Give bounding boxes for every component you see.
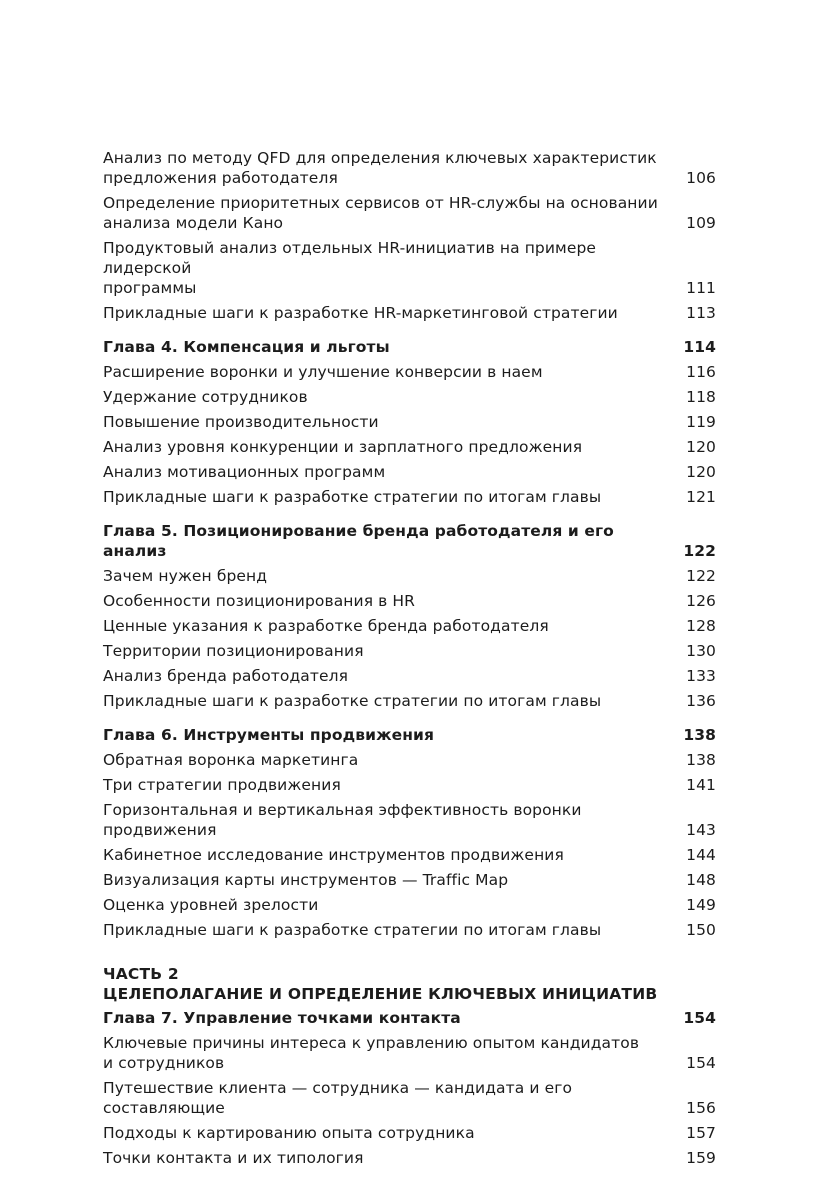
toc-item-title-line: Анализ уровня конкуренции и зарплатного предложения — [103, 438, 583, 456]
toc-item-title — [103, 437, 686, 457]
toc-page-number: 143 — [686, 821, 716, 839]
toc-item-title — [103, 566, 686, 586]
toc-item-title — [103, 666, 686, 686]
toc-item-title-line: Оценка уровней зрелости — [103, 896, 319, 914]
toc-item-title-line: Визуализация карты инструментов — Traffic Map — [103, 871, 509, 889]
toc-page-number: 118 — [686, 388, 716, 406]
toc-item[interactable] — [103, 566, 716, 586]
toc-item-title — [103, 387, 686, 407]
toc-page-number: 128 — [686, 617, 716, 635]
toc-item-title-line: Путешествие клиента — сотрудника — кандидата и его составляющие — [103, 1079, 573, 1117]
toc-item-title-line: Определение приоритетных сервисов от HR-службы на основании — [103, 194, 658, 212]
toc-item-title-line: Прикладные шаги к разработке стратегии по итогам главы — [103, 921, 602, 939]
toc-page-number: 138 — [686, 751, 716, 769]
toc-item-title-line: программы — [103, 279, 197, 297]
toc-page-number: 148 — [686, 871, 716, 889]
toc-item-title-line: Повышение производительности — [103, 413, 379, 431]
toc-page-number: 121 — [686, 488, 716, 506]
toc-item[interactable] — [103, 387, 716, 407]
toc-chapter[interactable] — [103, 521, 716, 561]
toc-item-title — [103, 591, 686, 611]
toc-item-title-line: Анализ бренда работодателя — [103, 667, 349, 685]
toc-item-title-line: Территории позиционирования — [103, 642, 364, 660]
toc-item-title — [103, 870, 686, 890]
toc-page-number: 141 — [686, 776, 716, 794]
toc-page-number: 150 — [686, 921, 716, 939]
toc-chapter[interactable] — [103, 725, 716, 745]
toc-item-title — [103, 775, 686, 795]
toc-item-title — [103, 641, 686, 661]
toc-item-title-line: Глава 5. Позиционирование бренда работодателя и его анализ — [103, 522, 614, 560]
toc-item-title-line: Подходы к картированию опыта сотрудника — [103, 1124, 475, 1142]
toc-item[interactable] — [103, 437, 716, 457]
toc-item-title-line: Анализ по методу QFD для определения ключевых характеристик — [103, 149, 657, 167]
toc-item-title-line: Кабинетное исследование инструментов продвижения — [103, 846, 564, 864]
toc-page-number: 144 — [686, 846, 716, 864]
toc-item-title-line: Расширение воронки и улучшение конверсии в наем — [103, 363, 543, 381]
toc-item-title-line: Ключевые причины интереса к управлению опытом кандидатов — [103, 1034, 640, 1052]
toc-page-number: 114 — [683, 338, 716, 356]
toc-item[interactable] — [103, 148, 716, 188]
toc-item[interactable] — [103, 616, 716, 636]
toc-item[interactable] — [103, 1033, 716, 1073]
toc-page-number: 133 — [686, 667, 716, 685]
toc-item[interactable] — [103, 750, 716, 770]
part-heading — [103, 964, 716, 1004]
toc-item-title — [103, 148, 686, 188]
toc-page-number: 120 — [686, 463, 716, 481]
toc-item[interactable] — [103, 800, 716, 840]
toc-item[interactable] — [103, 487, 716, 507]
toc-item-title — [103, 238, 686, 298]
toc-page-number: 130 — [686, 642, 716, 660]
part-heading-line: ЦЕЛЕПОЛАГАНИЕ И ОПРЕДЕЛЕНИЕ КЛЮЧЕВЫХ ИНИЦИАТИВ — [103, 985, 658, 1003]
toc-item-title — [103, 800, 686, 840]
toc-page-number: 156 — [686, 1099, 716, 1117]
toc-item-title — [103, 412, 686, 432]
toc-item-title-line: Зачем нужен бренд — [103, 567, 268, 585]
part-heading-line: ЧАСТЬ 2 — [103, 965, 179, 983]
toc-item-title-line: Прикладные шаги к разработке стратегии по итогам главы — [103, 692, 602, 710]
toc-item-title — [103, 920, 686, 940]
toc-page-number: 159 — [686, 1149, 716, 1167]
toc-page-number: 109 — [686, 214, 716, 232]
toc-item-title-line: Анализ мотивационных программ — [103, 463, 386, 481]
toc-item-title-line: Ценные указания к разработке бренда работодателя — [103, 617, 549, 635]
toc-chapter[interactable] — [103, 337, 716, 357]
toc-item[interactable] — [103, 303, 716, 323]
toc-page-number: 154 — [683, 1009, 716, 1027]
toc-item-title — [103, 193, 686, 233]
toc-page-number: 136 — [686, 692, 716, 710]
toc-item[interactable] — [103, 1078, 716, 1118]
toc-item-title-line: Три стратегии продвижения — [103, 776, 341, 794]
table-of-contents — [103, 148, 716, 1168]
toc-page-number: 120 — [686, 438, 716, 456]
toc-item-title-line: Обратная воронка маркетинга — [103, 751, 359, 769]
toc-item-title-line: Прикладные шаги к разработке HR-маркетинговой стратегии — [103, 304, 618, 322]
toc-item-title-line: и сотрудников — [103, 1054, 225, 1072]
toc-page-number: 113 — [686, 304, 716, 322]
toc-page-number: 149 — [686, 896, 716, 914]
toc-page-number: 119 — [686, 413, 716, 431]
toc-item-title-line: Особенности позиционирования в HR — [103, 592, 416, 610]
toc-page-number: 122 — [686, 567, 716, 585]
toc-item-title — [103, 895, 686, 915]
toc-item-title — [103, 691, 686, 711]
toc-item[interactable] — [103, 238, 716, 298]
toc-item-title — [103, 725, 683, 745]
toc-item-title — [103, 1123, 686, 1143]
toc-item[interactable] — [103, 462, 716, 482]
toc-item[interactable] — [103, 641, 716, 661]
toc-page-number: 126 — [686, 592, 716, 610]
toc-page-number: 154 — [686, 1054, 716, 1072]
toc-item-title — [103, 1148, 686, 1168]
toc-item-title-line: Глава 6. Инструменты продвижения — [103, 726, 435, 744]
toc-item-title — [103, 521, 683, 561]
toc-item-title — [103, 1078, 686, 1118]
toc-chapter[interactable] — [103, 1008, 716, 1028]
toc-item-title-line: Удержание сотрудников — [103, 388, 308, 406]
toc-page-number: 116 — [686, 363, 716, 381]
toc-item-title-line: Глава 4. Компенсация и льготы — [103, 338, 390, 356]
toc-item[interactable] — [103, 1123, 716, 1143]
toc-item-title — [103, 303, 686, 323]
toc-item[interactable] — [103, 412, 716, 432]
toc-item-title — [103, 750, 686, 770]
toc-item[interactable] — [103, 895, 716, 915]
toc-item-title-line: Точки контакта и их типология — [103, 1149, 364, 1167]
toc-item-title — [103, 362, 686, 382]
toc-page-number: 138 — [683, 726, 716, 744]
toc-item-title — [103, 337, 683, 357]
toc-page-number: 106 — [686, 169, 716, 187]
toc-page-number: 122 — [683, 542, 716, 560]
toc-item[interactable] — [103, 666, 716, 686]
toc-item[interactable] — [103, 870, 716, 890]
toc-item[interactable] — [103, 775, 716, 795]
toc-item-title — [103, 616, 686, 636]
toc-item[interactable] — [103, 591, 716, 611]
toc-item-title — [103, 845, 686, 865]
toc-item-title-line: Прикладные шаги к разработке стратегии по итогам главы — [103, 488, 602, 506]
toc-item[interactable] — [103, 362, 716, 382]
toc-item-title — [103, 1033, 686, 1073]
toc-item[interactable] — [103, 920, 716, 940]
toc-page-number: 157 — [686, 1124, 716, 1142]
toc-item[interactable] — [103, 193, 716, 233]
toc-item[interactable] — [103, 691, 716, 711]
toc-item-title-line: анализа модели Кано — [103, 214, 284, 232]
toc-item-title — [103, 487, 686, 507]
toc-item-title-line: Продуктовый анализ отдельных HR-инициатив на примере лидерской — [103, 239, 597, 277]
toc-item-title-line: предложения работодателя — [103, 169, 338, 187]
toc-item-title-line: Горизонтальная и вертикальная эффективность воронки продвижения — [103, 801, 582, 839]
toc-item[interactable] — [103, 1148, 716, 1168]
toc-item[interactable] — [103, 845, 716, 865]
toc-page-number: 111 — [686, 279, 716, 297]
toc-item-title — [103, 462, 686, 482]
toc-item-title — [103, 1008, 683, 1028]
toc-item-title-line: Глава 7. Управление точками контакта — [103, 1009, 461, 1027]
